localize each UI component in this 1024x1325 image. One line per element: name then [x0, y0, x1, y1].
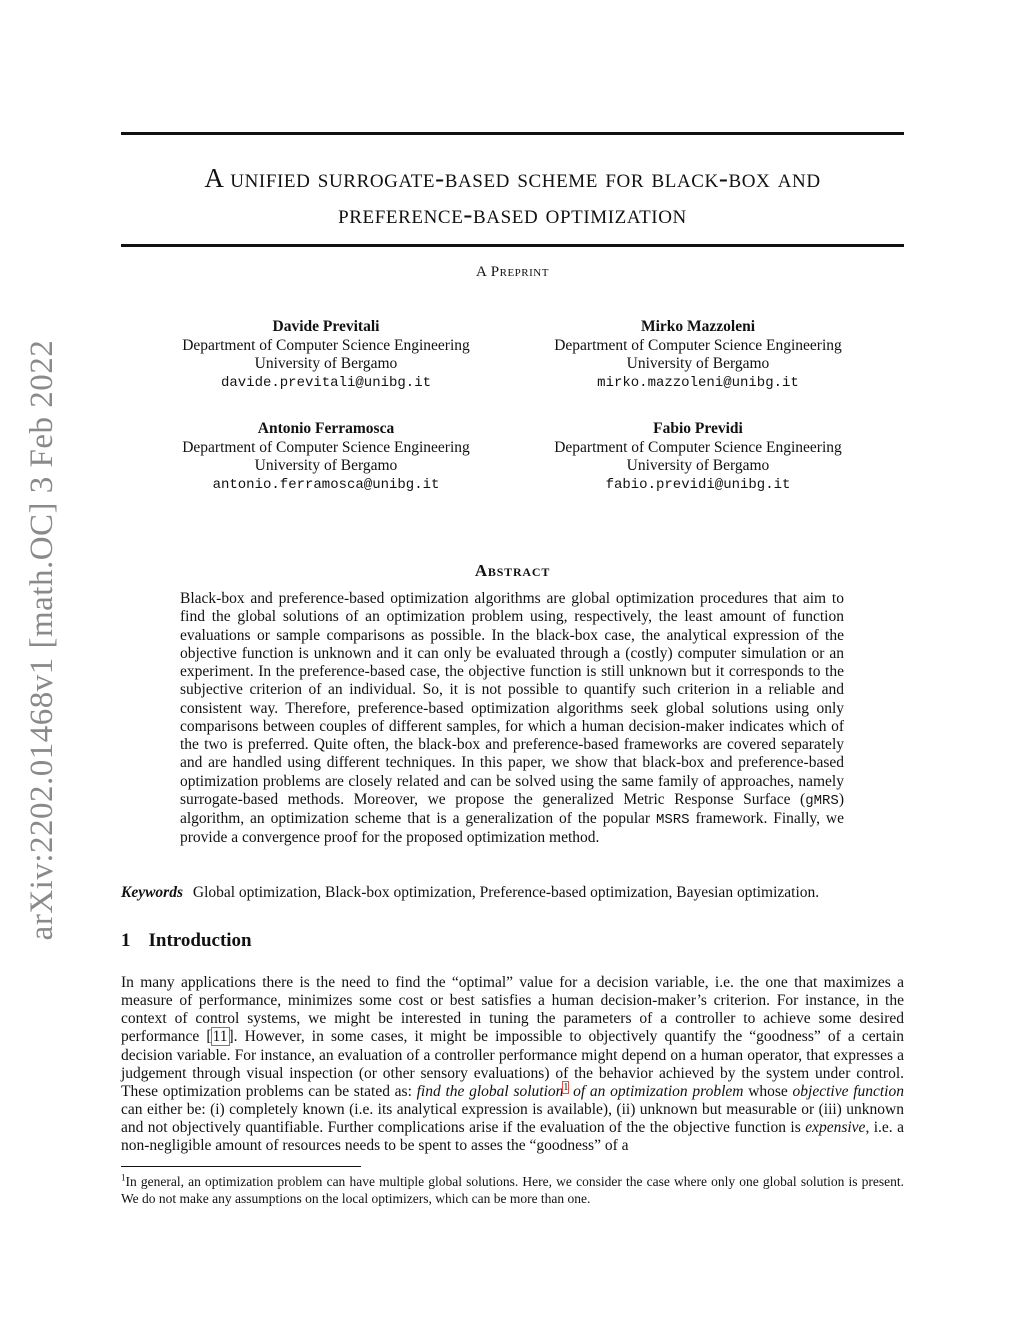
footnote-text: In general, an optimization problem can have multiple global solutions. Here, we consider the case where only one global solution is present. We do not make any assumptions on the local optimizers, which can be more than one.: [121, 1174, 904, 1206]
keywords-label: Keywords: [121, 884, 183, 901]
abstract-text: [180, 590, 844, 848]
footnote-link[interactable]: 1: [563, 1081, 569, 1093]
keywords-text: Global optimization, Black-box optimization, Preference-based optimization, Bayesian optimization.: [192, 884, 820, 901]
author-university: University of Bergamo: [626, 355, 770, 372]
author-card: [488, 318, 908, 392]
title-rule-bottom: [121, 244, 904, 247]
intro-text: whose: [743, 1082, 793, 1100]
introduction-paragraph: [121, 974, 904, 1156]
abstract-part: ) algorithm, an optimization scheme that is a generalization of the popular: [180, 790, 844, 827]
author-name: Mirko Mazzoleni: [640, 318, 756, 335]
author-email[interactable]: antonio.ferramosca@unibg.it: [212, 476, 440, 493]
author-department: Department of Computer Science Engineering: [182, 336, 470, 354]
title-line-2: preference-based optimization: [338, 199, 687, 229]
author-university: University of Bergamo: [254, 355, 398, 372]
intro-text: can either be: (i) completely known (i.e. its analytical expression is available), (ii) unknown but measurable or (iii) unknown and not objectively quantifiable. Further complications arise if the evaluation of the the objective function is: [121, 1101, 904, 1137]
paper-title: [121, 160, 904, 232]
author-name: Fabio Previdi: [653, 420, 743, 437]
author-email[interactable]: mirko.mazzoleni@unibg.it: [597, 374, 799, 391]
author-department: Department of Computer Science Engineering: [554, 438, 842, 456]
citation-link[interactable]: 11: [212, 1028, 228, 1046]
preprint-label: A Preprint: [476, 264, 549, 280]
intro-text: In many applications there is the need to find the “optimal” value for a decision variable, i.e. the one that maximizes a measure of performance, minimizes some cost or best satisfies a human decision-maker’s criterion. For instance, in the context of control systems, we might be interested in tuning the parameters of a controller to achieve some desired performance [: [121, 974, 904, 1046]
author-university: University of Bergamo: [626, 457, 770, 474]
section-heading: [121, 930, 252, 952]
algorithm-name-msrs: MSRS: [655, 812, 690, 828]
footnote-rule: [121, 1166, 361, 1167]
author-name: Davide Previtali: [272, 318, 380, 335]
abstract-part: Black-box and preference-based optimization algorithms are global optimization procedures that aim to find the global solutions of an optimization problem using, respectively, the least amount of function evaluations or sample comparisons as possible. In the black-box case, the analytical expression of the objective function is unknown and it can only be evaluated through a (costly) computer simulation or an experiment. In the preference-based case, the objective function is still unknown but it corresponds to the subjective criterion of an individual. So, it is not possible to quantify such criterion in a reliable and consistent way. Therefore, preference-based optimization algorithms seek global solutions using only comparisons between couples of different samples, for which a human decision-maker indicates which of the two is preferred. Quite often, the black-box and preference-based frameworks are covered separately and are handled using different techniques. In this paper, we show that black-box and preference-based optimization problems are closely related and can be solved using the same family of approaches, namely surrogate-based methods. Moreover, we propose the generalized Metric Response Surface (: [180, 590, 844, 808]
author-email[interactable]: davide.previtali@unibg.it: [220, 374, 432, 391]
intro-text: , i.e. a non-negligible amount of resources needs to be spent to asses the “goodness” of a: [121, 1119, 904, 1155]
author-name: Antonio Ferramosca: [257, 420, 395, 437]
abstract-part: framework. Finally, we provide a convergence proof for the proposed optimization method.: [180, 810, 844, 847]
algorithm-name-gmrs: gMRS: [805, 792, 839, 809]
section-title: Introduction: [148, 930, 252, 951]
author-department: Department of Computer Science Engineering: [554, 336, 842, 354]
footnote: [121, 1174, 904, 1207]
intro-emphasis: of an optimization problem: [568, 1082, 744, 1100]
author-university: University of Bergamo: [254, 457, 398, 474]
footnote-mark: 1: [121, 1172, 126, 1183]
keywords: [121, 884, 904, 902]
author-card: [116, 420, 536, 494]
title-line-1: A unified surrogate-based scheme for black-box and: [204, 163, 821, 193]
author-email[interactable]: fabio.previdi@unibg.it: [605, 476, 791, 493]
author-card: [116, 318, 536, 392]
author-department: Department of Computer Science Engineering: [182, 438, 470, 456]
author-card: [488, 420, 908, 494]
title-rule-top: [121, 132, 904, 135]
abstract-heading: Abstract: [474, 561, 551, 580]
arxiv-identifier[interactable]: arXiv:2202.01468v1 [math.OC] 3 Feb 2022: [24, 339, 60, 941]
intro-text: ]. However, in some cases, it might be impossible to objectively quantify the “goodness” of a certain decision variable. For instance, an evaluation of a controller performance might depend on a human operator, that expresses a judgement through visual inspection (or other sensory evaluations) of the behavior achieved by the system under control. These optimization problems can be stated as:: [121, 1028, 904, 1100]
intro-emphasis: expensive: [805, 1119, 866, 1137]
section-number: 1: [121, 930, 131, 951]
intro-emphasis: objective function: [792, 1082, 904, 1100]
intro-emphasis: find the global solution: [416, 1082, 564, 1100]
